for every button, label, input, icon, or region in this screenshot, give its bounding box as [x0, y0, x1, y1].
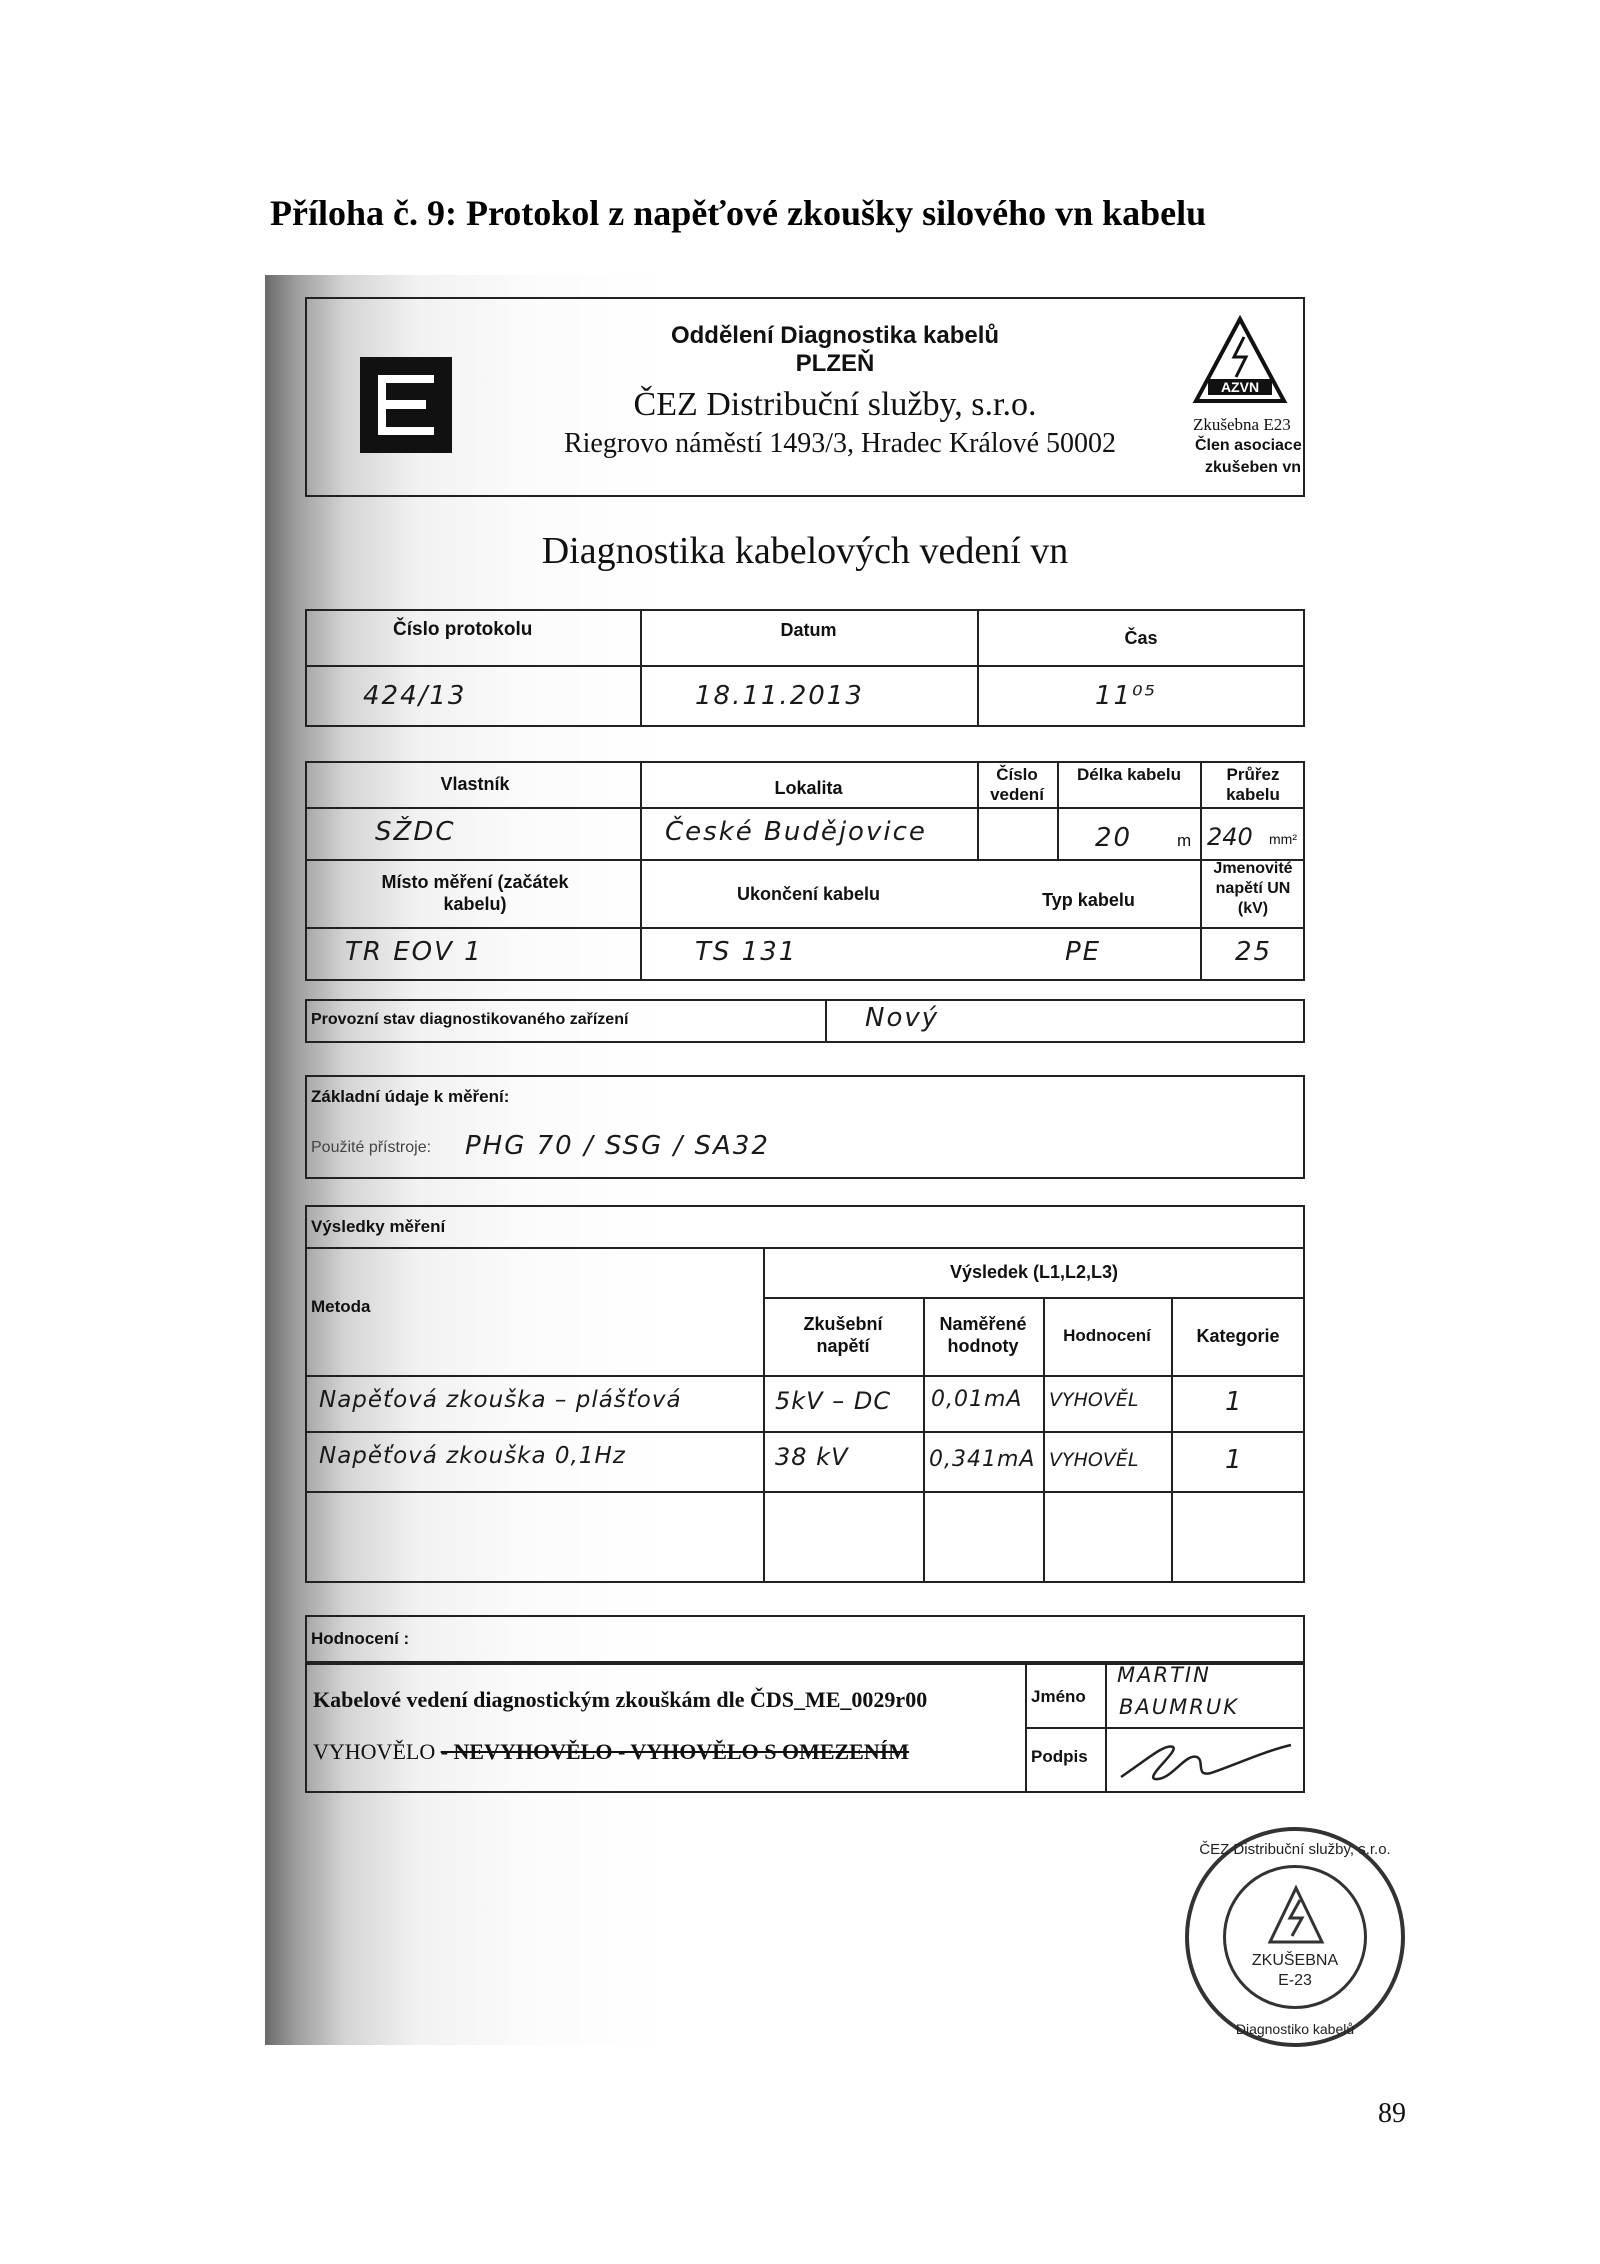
- typ-kabelu-label: Typ kabelu: [1042, 890, 1135, 910]
- lab-name: Zkušebna E23: [1193, 415, 1291, 434]
- verdict-text: Kabelové vedení diagnostickým zkouškám dle ČDS_ME_0029r00: [313, 1687, 928, 1712]
- metoda-label: Metoda: [311, 1297, 371, 1316]
- podpis-label: Podpis: [1031, 1747, 1088, 1766]
- lab-stamp: [1185, 1827, 1405, 2047]
- provozni-stav-label: Provozní stav diagnostikovaného zařízení: [311, 1011, 629, 1028]
- hodnoceni-label: Hodnocení :: [311, 1629, 410, 1648]
- lightning-icon: [1266, 1884, 1326, 1948]
- cislo-vedeni-label: Číslo vedení: [990, 765, 1044, 804]
- cislo-protokolu-label: Číslo protokolu: [393, 619, 533, 640]
- vlastnik-value: SŽDC: [375, 817, 456, 847]
- member-line2: zkušeben vn: [1205, 459, 1302, 476]
- row1-hodnoceni: VYHOVĚL: [1049, 1389, 1139, 1411]
- datum-value: 18.11.2013: [695, 681, 864, 711]
- stamp-inner-lab: ZKUŠEBNA: [1251, 1952, 1339, 1969]
- row2-hodnoceni: VYHOVĚL: [1049, 1449, 1139, 1471]
- col-zkusebni-napeti: Zkušební napětí: [803, 1314, 883, 1356]
- jmeno-value-first: MARTIN: [1117, 1663, 1211, 1687]
- delka-value: 20: [1095, 823, 1133, 853]
- vysledky-label: Výsledky měření: [311, 1217, 446, 1236]
- department-city: PLZEŇ: [795, 350, 875, 377]
- zakladni-udaje-label: Základní údaje k měření:: [311, 1087, 510, 1106]
- stamp-outer-text: ČEZ Distribuční služby, s.r.o.: [1199, 1841, 1391, 1858]
- row2-kategorie: 1: [1225, 1445, 1244, 1475]
- row1-napeti: 5kV – DC: [775, 1387, 892, 1415]
- form-title: Diagnostika kabelových vedení vn: [541, 530, 1069, 572]
- pouzite-pristroje-value: PHG 70 / SSG / SA32: [465, 1131, 770, 1161]
- misto-mereni-label: Místo měření (začátek kabelu): [381, 872, 569, 914]
- cas-value: 11⁰⁵: [1095, 681, 1157, 711]
- row2-metoda: Napěťová zkouška 0,1Hz: [319, 1443, 626, 1469]
- cez-logo-icon: [360, 357, 452, 453]
- jmenovite-napeti-label: Jmenovité napětí UN (kV): [1213, 860, 1293, 917]
- col-kategorie: Kategorie: [1196, 1326, 1280, 1346]
- ukonceni-label: Ukončení kabelu: [736, 884, 881, 904]
- hodnoceni-block: [305, 1615, 1305, 1663]
- stamp-bottom-text: Diagnostiko kabelů: [1235, 2021, 1355, 2037]
- page-number: 89: [1378, 2098, 1406, 2129]
- company-address: Riegrovo náměstí 1493/3, Hradec Králové 50002: [563, 428, 1117, 459]
- pouzite-pristroje-label: Použité přístroje:: [311, 1139, 432, 1156]
- jmenovite-napeti-value: 25: [1235, 937, 1273, 967]
- col-hodnoceni: Hodnocení: [1063, 1326, 1151, 1345]
- datum-label: Datum: [780, 620, 837, 640]
- scanned-protocol: [265, 275, 1391, 2045]
- cas-label: Čas: [1124, 628, 1158, 648]
- row1-hodnoty: 0,01mA: [931, 1387, 1023, 1412]
- prurez-label: Průřez kabelu: [1226, 765, 1280, 804]
- prurez-unit: mm²: [1269, 831, 1297, 847]
- page-caption: Příloha č. 9: Protokol z napěťové zkoušky silového vn kabelu: [270, 193, 1207, 233]
- jmeno-value-last: BAUMRUK: [1119, 1695, 1239, 1719]
- delka-label: Délka kabelu: [1077, 765, 1181, 784]
- row1-metoda: Napěťová zkouška – plášťová: [319, 1387, 682, 1413]
- delka-unit: m: [1177, 831, 1192, 850]
- company-name: ČEZ Distribuční služby, s.r.o.: [633, 386, 1037, 423]
- row2-hodnoty: 0,341mA: [929, 1447, 1036, 1472]
- col-namerene-hodnoty: Naměřené hodnoty: [939, 1314, 1027, 1356]
- provozni-stav-value: Nový: [865, 1003, 940, 1033]
- cislo-protokolu-value: 424/13: [363, 681, 467, 711]
- protocol-form: [305, 297, 1391, 2037]
- typ-kabelu-value: PE: [1065, 937, 1102, 967]
- stamp-inner-code: E-23: [1278, 1972, 1312, 1989]
- azvn-logo-icon: [1192, 315, 1288, 407]
- azvn-logo-text: AZVN: [1220, 379, 1260, 395]
- verdict-passed: VYHOVĚLO: [313, 1739, 436, 1764]
- vysledek-label: Výsledek (L1,L2,L3): [949, 1262, 1119, 1282]
- member-line1: Člen asociace: [1195, 437, 1302, 454]
- misto-mereni-value: TR EOV 1: [345, 937, 483, 967]
- lokalita-value: České Budějovice: [665, 817, 927, 847]
- department-name: Oddělení Diagnostika kabelů: [670, 322, 1000, 349]
- prurez-value: 240: [1207, 823, 1253, 851]
- row1-kategorie: 1: [1225, 1387, 1244, 1417]
- ukonceni-value: TS 131: [695, 937, 798, 967]
- row2-napeti: 38 kV: [775, 1443, 849, 1471]
- signature-icon: [1115, 1733, 1295, 1791]
- vlastnik-label: Vlastník: [440, 774, 510, 794]
- jmeno-label: Jméno: [1031, 1687, 1086, 1706]
- verdict-struck-options: - NEVYHOVĚLO - VYHOVĚLO S OMEZENÍM: [440, 1739, 910, 1764]
- lokalita-label: Lokalita: [774, 778, 843, 798]
